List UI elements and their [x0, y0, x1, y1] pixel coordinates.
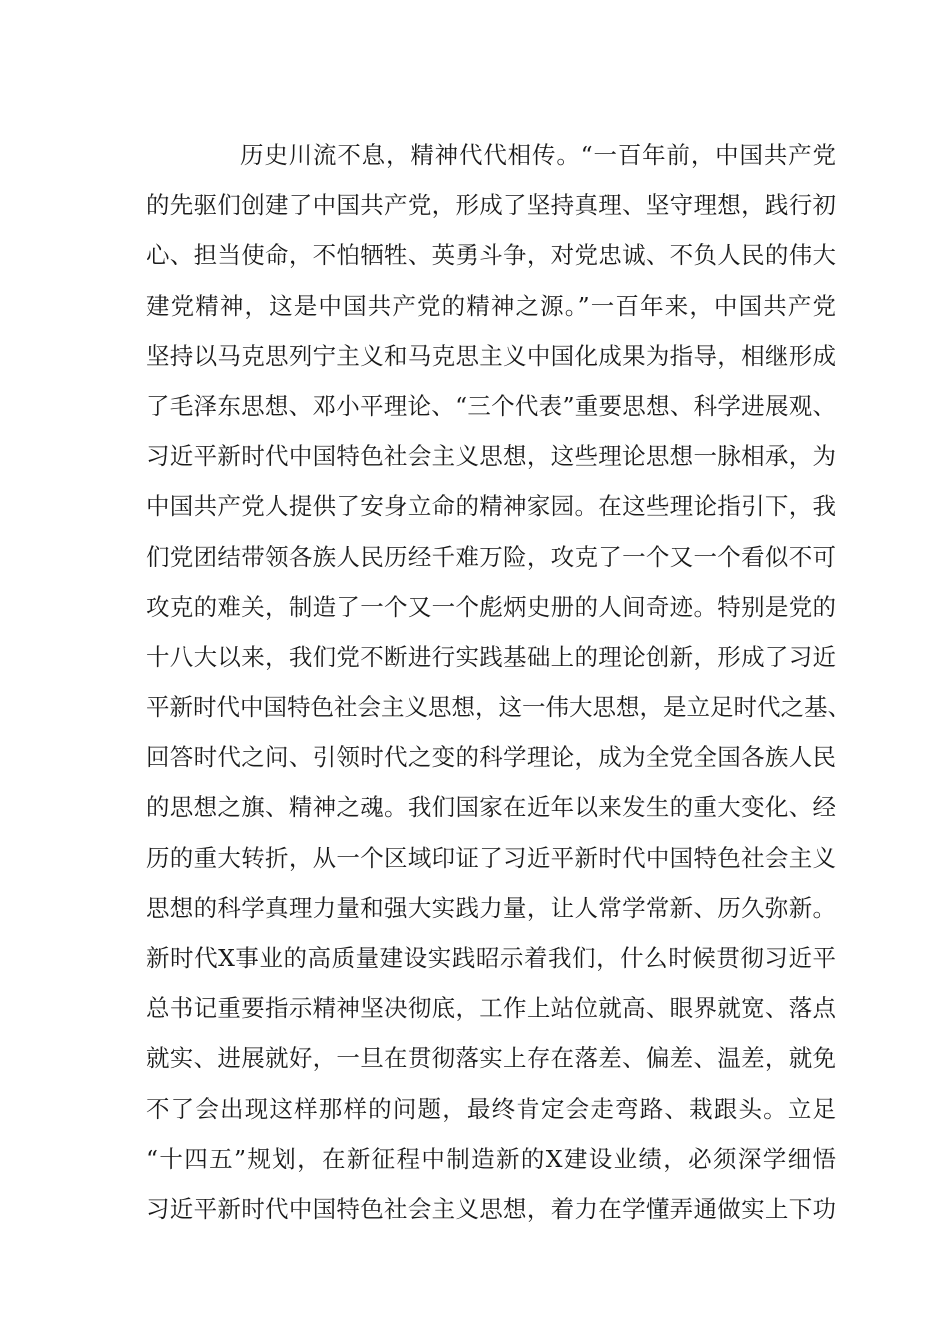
body-paragraph — [146, 130, 851, 1234]
text-line: 们党团结带领各族人民历经千难万险，攻克了一个又一个看似不可 — [146, 542, 836, 571]
text-line: 十八大以来，我们党不断进行实践基础上的理论创新，形成了习近 — [146, 642, 836, 671]
text-line: 思想的科学真理力量和强大实践力量，让人常学常新、历久弥新。 — [146, 893, 836, 922]
text-line: 历史川流不息，精神代代相传。“一百年前，中国共产党 — [240, 141, 836, 169]
text-line: 新时代X事业的高质量建设实践昭示着我们，什么时候贯彻习近平 — [146, 944, 836, 972]
text-line: 的思想之旗、精神之魂。我们国家在近年以来发生的重大变化、经 — [146, 793, 836, 822]
text-line: 心、担当使命，不怕牺牲、英勇斗争，对党忠诚、不负人民的伟大 — [146, 241, 836, 270]
text-line: 不了会出现这样那样的问题，最终肯定会走弯路、栽跟头。立足 — [146, 1094, 836, 1123]
text-line: 历的重大转折，从一个区域印证了习近平新时代中国特色社会主义 — [146, 843, 836, 872]
text-line: 平新时代中国特色社会主义思想，这一伟大思想，是立足时代之基、 — [146, 693, 851, 722]
text-line: 回答时代之问、引领时代之变的科学理论，成为全党全国各族人民 — [146, 743, 836, 772]
text-line: 习近平新时代中国特色社会主义思想，这些理论思想一脉相承，为 — [146, 442, 836, 471]
text-line: 坚持以马克思列宁主义和马克思主义中国化成果为指导，相继形成 — [146, 341, 836, 370]
text-line: “十四五”规划，在新征程中制造新的X建设业绩，必须深学细悟 — [146, 1144, 836, 1173]
text-line: 就实、进展就好，一旦在贯彻落实上存在落差、偏差、温差，就免 — [146, 1044, 836, 1073]
text-line: 了毛泽东思想、邓小平理论、“三个代表”重要思想、科学进展观、 — [146, 391, 836, 420]
text-line: 建党精神，这是中国共产党的精神之源。”一百年来，中国共产党 — [146, 291, 836, 320]
text-line: 攻克的难关，制造了一个又一个彪炳史册的人间奇迹。特别是党的 — [146, 592, 836, 621]
text-line: 的先驱们创建了中国共产党，形成了坚持真理、坚守理想，践行初 — [146, 191, 836, 220]
text-line: 总书记重要指示精神坚决彻底，工作上站位就高、眼界就宽、落点 — [146, 994, 836, 1023]
text-line: 中国共产党人提供了安身立命的精神家园。在这些理论指引下，我 — [146, 492, 836, 521]
text-line: 习近平新时代中国特色社会主义思想，着力在学懂弄通做实上下功 — [146, 1194, 836, 1223]
